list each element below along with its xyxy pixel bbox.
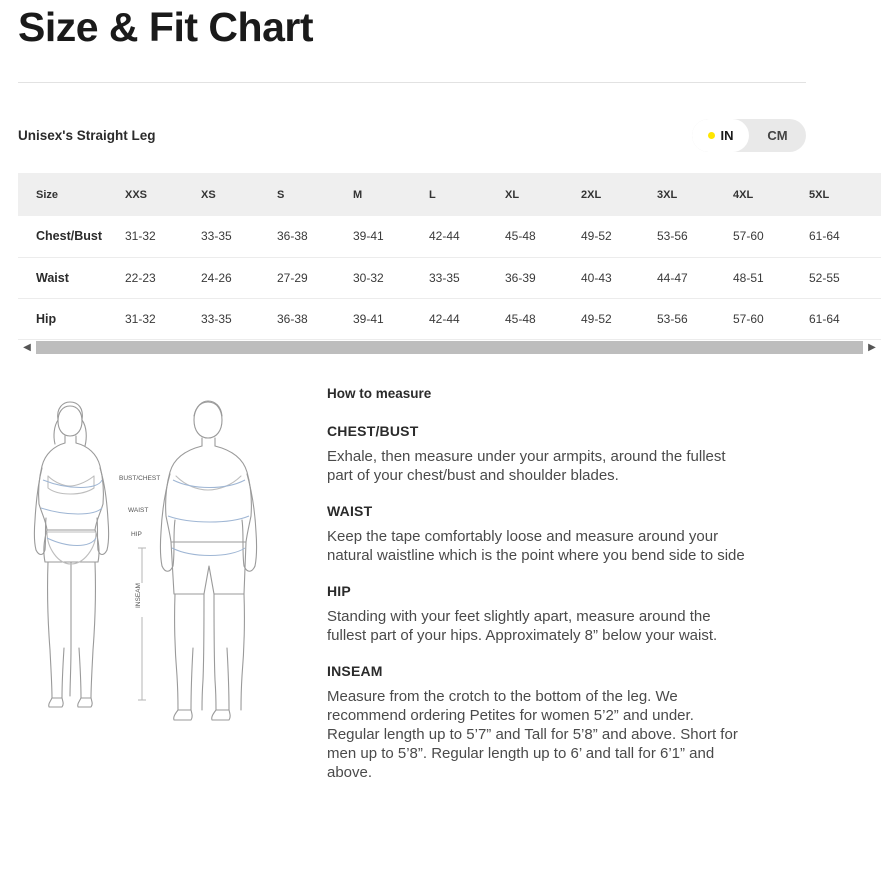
table-cell: 42-44: [429, 298, 505, 339]
table-cell: 36-38: [277, 298, 353, 339]
table-header-cell: L: [429, 173, 505, 216]
table-header-cell: Size: [18, 173, 125, 216]
table-cell: 42-44: [429, 216, 505, 257]
unit-option-in[interactable]: [692, 119, 749, 152]
figure-label-inseam: INSEAM: [135, 583, 142, 608]
measure-section-title: INSEAM: [327, 663, 383, 680]
scroll-right-arrow-icon[interactable]: ▶: [868, 341, 876, 353]
measure-section-body: Measure from the crotch to the bottom of the leg. We recommend ordering Petites for women 5’2” and under. Regular length up to 5’7” and Tall for 5’8” and above. Short for men up to 5’8”. Regular length up to 6’ and tall for 6’1” and above.: [327, 688, 738, 782]
table-cell: 24-26: [201, 257, 277, 298]
table-cell: 49-52: [581, 216, 657, 257]
table-cell: 33-35: [201, 216, 277, 257]
table-cell: 49-52: [581, 298, 657, 339]
table-cell: 33-35: [201, 298, 277, 339]
scrollbar-thumb[interactable]: [36, 341, 863, 354]
measurement-figure: [18, 380, 308, 730]
unit-option-in-label: IN: [720, 128, 734, 143]
table-header-row: [18, 173, 881, 216]
row-label: Waist: [18, 257, 125, 298]
unit-option-cm-label: CM: [767, 128, 788, 143]
table-cell: 40-43: [581, 257, 657, 298]
body-measurement-diagram: [18, 380, 308, 730]
unit-option-cm[interactable]: [749, 119, 806, 152]
measure-section-title: WAIST: [327, 503, 373, 520]
table-cell: 36-38: [277, 216, 353, 257]
how-to-measure-panel: [327, 386, 747, 801]
figure-label-hip: HIP: [131, 531, 142, 538]
measure-section-title: CHEST/BUST: [327, 423, 419, 439]
table-cell: 53-56: [657, 298, 733, 339]
table-cell: 61-64: [809, 298, 881, 339]
table-cell: 57-60: [733, 298, 809, 339]
measure-section-body: Keep the tape comfortably loose and measure around your natural waistline which is the point where you bend side to side: [327, 528, 745, 565]
measure-section-inseam: [327, 663, 747, 782]
table-cell: 31-32: [125, 298, 201, 339]
table-header-cell: XXS: [125, 173, 201, 216]
scroll-left-arrow-icon[interactable]: ◀: [23, 341, 31, 353]
table-header-cell: M: [353, 173, 429, 216]
table-header-cell: 5XL: [809, 173, 881, 216]
size-table: [18, 173, 881, 340]
measure-section-body: Exhale, then measure under your armpits, around the fullest part of your chest/bust and shoulder blades.: [327, 448, 726, 485]
figure-label-waist: WAIST: [128, 507, 149, 514]
table-cell: 52-55: [809, 257, 881, 298]
table-header-cell: XS: [201, 173, 277, 216]
row-label: Hip: [18, 298, 125, 339]
table-header-cell: XL: [505, 173, 581, 216]
table-cell: 44-47: [657, 257, 733, 298]
measure-section-body: Standing with your feet slightly apart, measure around the fullest part of your hips. Approximately 8” below your waist.: [327, 608, 718, 645]
table-cell: 45-48: [505, 216, 581, 257]
table-horizontal-scrollbar[interactable]: [18, 338, 881, 356]
table-cell: 39-41: [353, 216, 429, 257]
measure-section-hip: [327, 583, 747, 645]
table-cell: 61-64: [809, 216, 881, 257]
table-row: [18, 216, 881, 257]
table-cell: 27-29: [277, 257, 353, 298]
measure-section-title: HIP: [327, 583, 351, 600]
table-cell: 36-39: [505, 257, 581, 298]
table-cell: 39-41: [353, 298, 429, 339]
how-to-measure-heading: How to measure: [327, 386, 432, 401]
row-label: Chest/Bust: [18, 216, 125, 257]
page-title: Size & Fit Chart: [18, 4, 313, 50]
table-header-cell: 4XL: [733, 173, 809, 216]
table-header-cell: 3XL: [657, 173, 733, 216]
table-row: [18, 257, 881, 298]
size-table-container: [18, 173, 881, 340]
title-divider: [18, 82, 806, 83]
selected-dot-icon: [708, 132, 715, 139]
table-cell: 48-51: [733, 257, 809, 298]
table-cell: 30-32: [353, 257, 429, 298]
table-header-cell: 2XL: [581, 173, 657, 216]
measure-section-chest: [327, 423, 747, 485]
figure-label-bust: BUST/CHEST: [119, 475, 161, 482]
measure-section-waist: [327, 503, 747, 565]
table-cell: 22-23: [125, 257, 201, 298]
unit-toggle[interactable]: [692, 119, 806, 152]
table-cell: 53-56: [657, 216, 733, 257]
table-cell: 45-48: [505, 298, 581, 339]
scrollbar-track[interactable]: [36, 341, 863, 354]
product-category-label: Unisex's Straight Leg: [18, 128, 156, 143]
table-cell: 31-32: [125, 216, 201, 257]
table-row: [18, 298, 881, 339]
table-cell: 33-35: [429, 257, 505, 298]
table-cell: 57-60: [733, 216, 809, 257]
table-header-cell: S: [277, 173, 353, 216]
